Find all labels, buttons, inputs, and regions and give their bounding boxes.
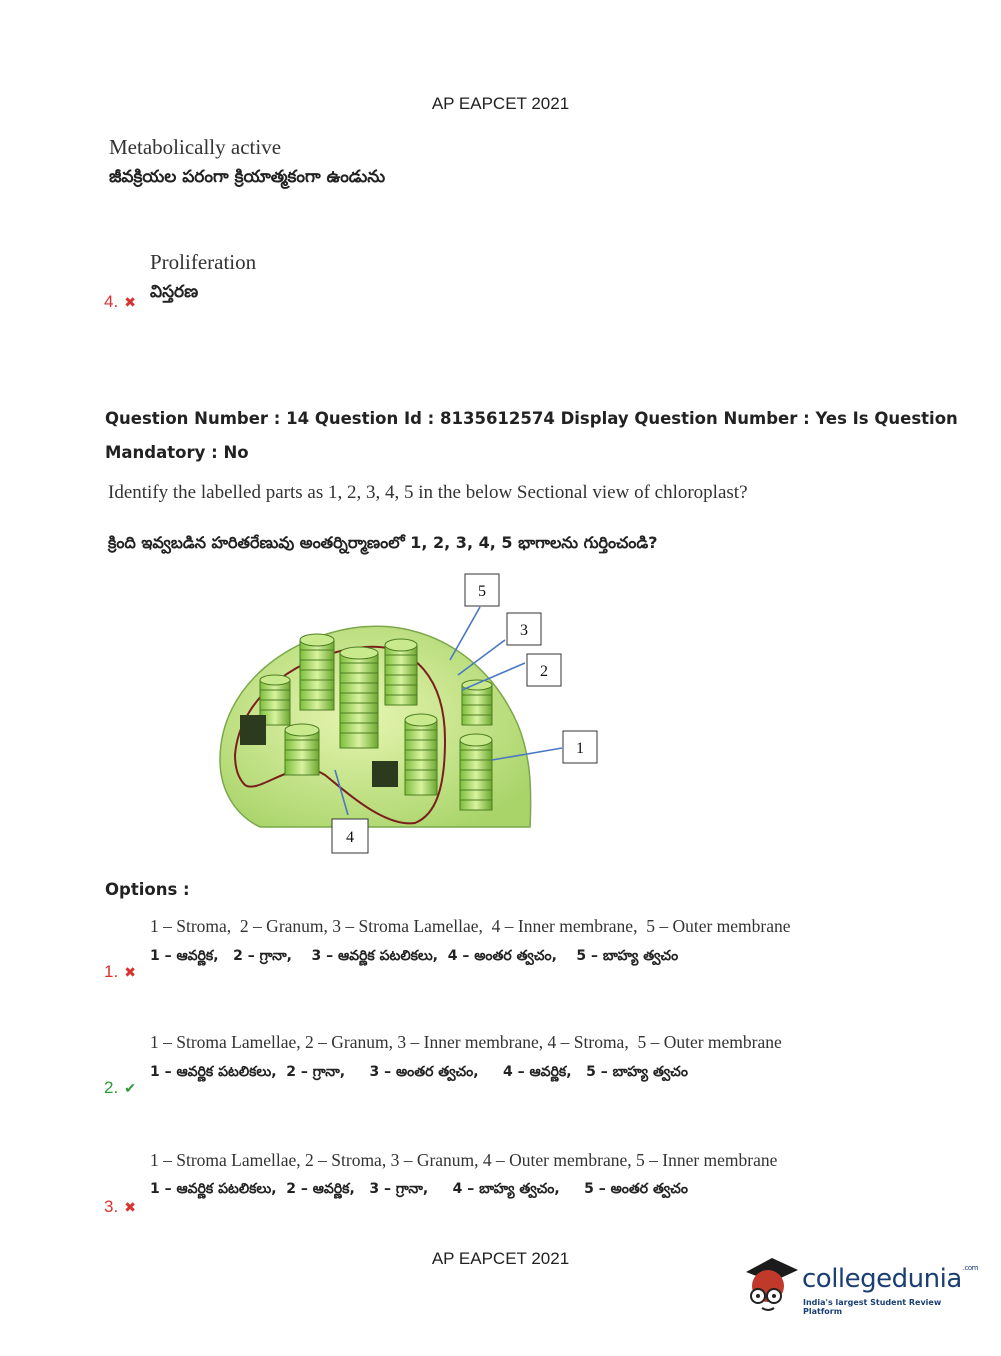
option-number: 3. [104,1197,119,1216]
prev-option4-text-en: Proliferation [150,250,257,274]
thylakoid-dark [240,715,266,745]
logo-suffix: .com [962,1264,978,1272]
diagram-label-4: 4 [346,829,354,846]
wrong-cross-icon: ✖ [124,964,136,980]
option3-text-te: 1 – ఆవర్ణిక పటలికలు, 2 – ఆవర్ణిక, 3 – గ్రానా, 4 – బాహ్య త్వచం, 5 – అంతర త్వచం [150,1181,688,1197]
logo-name [802,1264,978,1294]
correct-check-icon: ✔ [124,1080,136,1096]
prev-option4-text-te: విస్తరణ [150,282,199,302]
question-meta-line2: Mandatory : No [105,443,249,462]
chloroplast-diagram [200,565,620,865]
mascot-icon [742,1250,800,1314]
thylakoid-dark [372,761,398,787]
option2-marker [104,1078,136,1098]
option1-text-en: 1 – Stroma, 2 – Granum, 3 – Stroma Lamellae, 4 – Inner membrane, 5 – Outer membrane [150,916,791,936]
option3-marker [104,1197,136,1217]
option-number: 2. [104,1078,119,1097]
option2-text-en: 1 – Stroma Lamellae, 2 – Granum, 3 – Inner membrane, 4 – Stroma, 5 – Outer membrane [150,1032,782,1052]
diagram-label-5: 5 [478,583,486,600]
option2-text-te: 1 – ఆవర్ణిక పటలికలు, 2 – గ్రానా, 3 – అంతర త్వచం, 4 – ఆవర్ణిక, 5 – బాహ్య త్వచం [150,1064,688,1080]
diagram-label-1: 1 [576,740,584,757]
wrong-cross-icon: ✖ [124,294,136,310]
logo-tagline: India's largest Student Review Platform [803,1298,942,1316]
question-text-te: క్రింది ఇవ్వబడిన హరితరేణువు అంతర్నిర్మాణంలో 1, 2, 3, 4, 5 భాగాలను గుర్తించండి? [108,533,658,552]
diagram-label-2: 2 [540,663,548,680]
logo-wordmark: collegedunia [802,1264,962,1294]
options-heading: Options : [105,880,190,899]
option1-marker [104,962,136,982]
collegedunia-logo [742,1250,978,1320]
question-text-en: Identify the labelled parts as 1, 2, 3, 4, 5 in the below Sectional view of chloroplast? [108,482,748,503]
wrong-cross-icon: ✖ [124,1199,136,1215]
prev-option-text-te: జీవక్రియల పరంగా క్రియాత్మకంగా ఉండును [109,167,386,187]
option-number: 4. [104,292,119,311]
diagram-label-3: 3 [520,622,528,639]
prev-option4-number [104,292,136,312]
option3-text-en: 1 – Stroma Lamellae, 2 – Stroma, 3 – Granum, 4 – Outer membrane, 5 – Inner membrane [150,1150,778,1170]
option1-text-te: 1 – ఆవర్ణిక, 2 – గ్రానా, 3 – ఆవర్ణిక పటలికలు, 4 – అంతర త్వచం, 5 – బాహ్య త్వచం [150,948,679,964]
page-header-title: AP EAPCET 2021 [431,94,570,113]
prev-option-text-en: Metabolically active [109,135,282,159]
option-number: 1. [104,962,119,981]
page-footer-title: AP EAPCET 2021 [431,1249,570,1268]
question-meta-line1: Question Number : 14 Question Id : 8135612574 Display Question Number : Yes Is Question [105,409,958,428]
